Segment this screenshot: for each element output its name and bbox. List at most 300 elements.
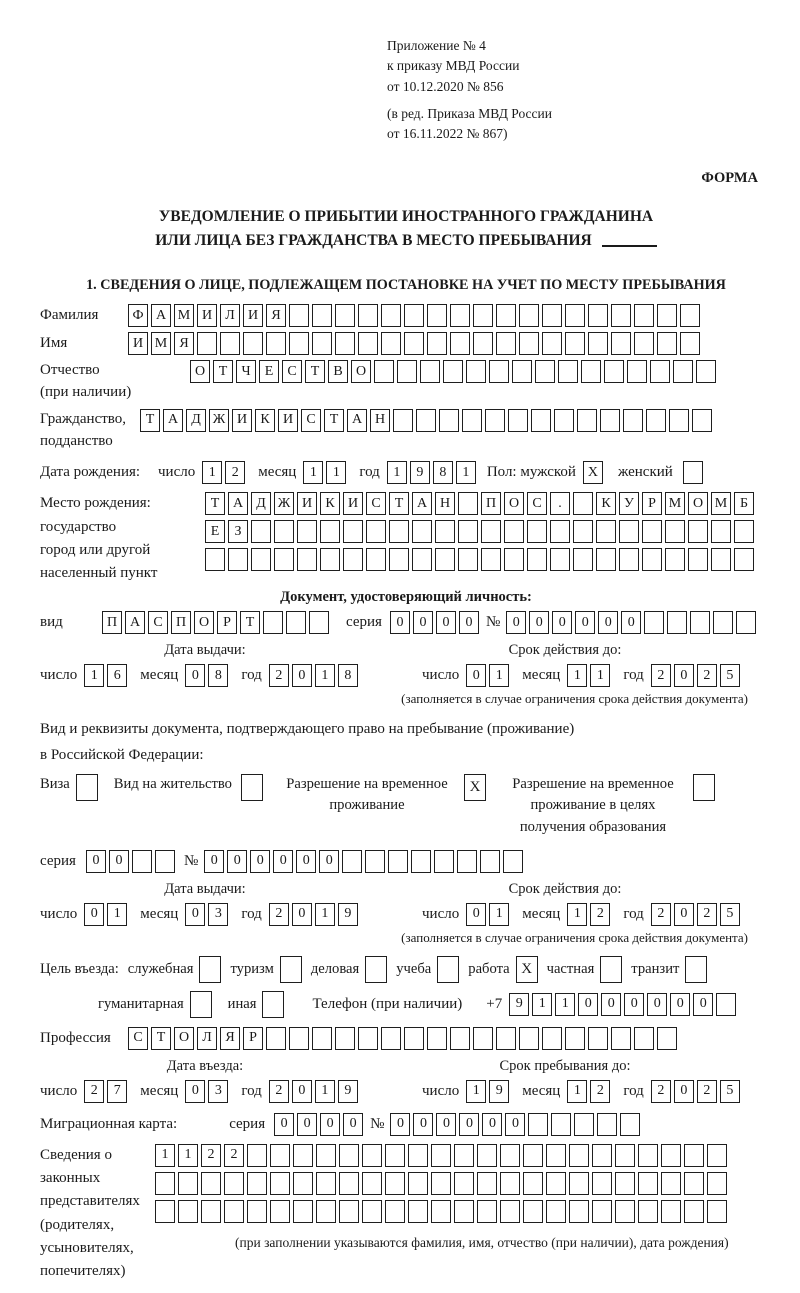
char-cell[interactable] <box>224 1200 244 1223</box>
char-cell[interactable] <box>263 611 283 634</box>
char-cell[interactable]: 9 <box>410 461 430 484</box>
char-cell[interactable]: 8 <box>338 664 358 687</box>
char-cell[interactable] <box>477 1172 497 1195</box>
purpose-work-checkbox[interactable]: X <box>516 956 538 983</box>
char-cell[interactable] <box>696 360 716 383</box>
char-cell[interactable]: 0 <box>436 611 456 634</box>
char-cell[interactable]: 8 <box>208 664 228 687</box>
char-cell[interactable] <box>443 360 463 383</box>
char-cell[interactable]: 0 <box>621 611 641 634</box>
char-cell[interactable] <box>404 304 424 327</box>
char-cell[interactable] <box>473 304 493 327</box>
char-cell[interactable]: О <box>351 360 371 383</box>
char-cell[interactable] <box>385 1144 405 1167</box>
char-cell[interactable] <box>132 850 152 873</box>
purpose-tourism-checkbox[interactable] <box>280 956 302 983</box>
char-cell[interactable]: 6 <box>107 664 127 687</box>
char-cell[interactable]: 0 <box>601 993 621 1016</box>
char-cell[interactable]: Т <box>305 360 325 383</box>
char-cell[interactable]: Ф <box>128 304 148 327</box>
char-cell[interactable] <box>220 332 240 355</box>
char-cell[interactable]: 0 <box>320 1113 340 1136</box>
char-cell[interactable] <box>427 332 447 355</box>
char-cell[interactable]: И <box>297 492 317 515</box>
char-cell[interactable]: О <box>190 360 210 383</box>
char-cell[interactable]: 2 <box>590 1080 610 1103</box>
char-cell[interactable] <box>644 611 664 634</box>
char-cell[interactable]: 9 <box>338 1080 358 1103</box>
char-cell[interactable] <box>458 520 478 543</box>
char-cell[interactable]: 2 <box>697 903 717 926</box>
char-cell[interactable]: О <box>504 492 524 515</box>
char-cell[interactable] <box>293 1144 313 1167</box>
char-cell[interactable] <box>638 1172 658 1195</box>
purpose-humanitarian-checkbox[interactable] <box>190 991 212 1018</box>
char-cell[interactable] <box>388 850 408 873</box>
char-cell[interactable]: 0 <box>459 1113 479 1136</box>
char-cell[interactable]: 0 <box>598 611 618 634</box>
char-cell[interactable] <box>523 1200 543 1223</box>
char-cell[interactable] <box>224 1172 244 1195</box>
char-cell[interactable] <box>592 1144 612 1167</box>
char-cell[interactable] <box>597 1113 617 1136</box>
char-cell[interactable]: 0 <box>185 903 205 926</box>
char-cell[interactable] <box>657 332 677 355</box>
char-cell[interactable]: Я <box>174 332 194 355</box>
char-cell[interactable]: Н <box>435 492 455 515</box>
char-cell[interactable]: Е <box>259 360 279 383</box>
char-cell[interactable] <box>197 332 217 355</box>
char-cell[interactable] <box>365 850 385 873</box>
char-cell[interactable] <box>736 611 756 634</box>
char-cell[interactable]: 0 <box>413 611 433 634</box>
char-cell[interactable] <box>335 1027 355 1050</box>
char-cell[interactable]: Н <box>370 409 390 432</box>
char-cell[interactable] <box>504 548 524 571</box>
char-cell[interactable] <box>435 520 455 543</box>
char-cell[interactable]: 0 <box>86 850 106 873</box>
char-cell[interactable] <box>431 1200 451 1223</box>
char-cell[interactable] <box>638 1200 658 1223</box>
char-cell[interactable]: С <box>301 409 321 432</box>
char-cell[interactable] <box>680 304 700 327</box>
char-cell[interactable] <box>480 850 500 873</box>
char-cell[interactable] <box>588 1027 608 1050</box>
char-cell[interactable]: 1 <box>178 1144 198 1167</box>
char-cell[interactable] <box>546 1172 566 1195</box>
char-cell[interactable] <box>385 1200 405 1223</box>
char-cell[interactable] <box>450 304 470 327</box>
char-cell[interactable] <box>665 548 685 571</box>
char-cell[interactable]: 2 <box>651 903 671 926</box>
char-cell[interactable]: 1 <box>155 1144 175 1167</box>
char-cell[interactable]: 1 <box>489 903 509 926</box>
char-cell[interactable] <box>178 1200 198 1223</box>
char-cell[interactable] <box>205 548 225 571</box>
char-cell[interactable] <box>661 1200 681 1223</box>
char-cell[interactable] <box>201 1172 221 1195</box>
char-cell[interactable]: 3 <box>208 903 228 926</box>
char-cell[interactable] <box>615 1200 635 1223</box>
char-cell[interactable] <box>615 1144 635 1167</box>
char-cell[interactable] <box>312 304 332 327</box>
char-cell[interactable] <box>551 1113 571 1136</box>
char-cell[interactable]: О <box>688 492 708 515</box>
char-cell[interactable] <box>466 360 486 383</box>
char-cell[interactable] <box>734 548 754 571</box>
char-cell[interactable] <box>600 409 620 432</box>
char-cell[interactable] <box>316 1200 336 1223</box>
char-cell[interactable] <box>320 548 340 571</box>
char-cell[interactable]: 1 <box>567 903 587 926</box>
char-cell[interactable]: Т <box>213 360 233 383</box>
char-cell[interactable] <box>343 520 363 543</box>
char-cell[interactable] <box>339 1200 359 1223</box>
char-cell[interactable] <box>684 1172 704 1195</box>
char-cell[interactable] <box>450 1027 470 1050</box>
residence-permit-checkbox[interactable] <box>241 774 263 801</box>
char-cell[interactable] <box>707 1144 727 1167</box>
char-cell[interactable] <box>473 332 493 355</box>
char-cell[interactable]: 2 <box>697 664 717 687</box>
char-cell[interactable] <box>454 1144 474 1167</box>
char-cell[interactable]: 1 <box>590 664 610 687</box>
char-cell[interactable]: И <box>197 304 217 327</box>
char-cell[interactable] <box>335 332 355 355</box>
char-cell[interactable] <box>228 548 248 571</box>
char-cell[interactable] <box>297 520 317 543</box>
char-cell[interactable] <box>716 993 736 1016</box>
char-cell[interactable]: 0 <box>292 1080 312 1103</box>
purpose-official-checkbox[interactable] <box>199 956 221 983</box>
purpose-other-checkbox[interactable] <box>262 991 284 1018</box>
char-cell[interactable]: 0 <box>273 850 293 873</box>
char-cell[interactable]: 2 <box>269 664 289 687</box>
char-cell[interactable] <box>408 1172 428 1195</box>
char-cell[interactable] <box>527 548 547 571</box>
char-cell[interactable]: Я <box>220 1027 240 1050</box>
char-cell[interactable]: 0 <box>84 903 104 926</box>
char-cell[interactable]: А <box>163 409 183 432</box>
char-cell[interactable]: 1 <box>202 461 222 484</box>
char-cell[interactable]: 0 <box>674 664 694 687</box>
char-cell[interactable] <box>565 1027 585 1050</box>
char-cell[interactable]: Р <box>243 1027 263 1050</box>
char-cell[interactable]: 1 <box>315 903 335 926</box>
char-cell[interactable] <box>312 1027 332 1050</box>
char-cell[interactable]: С <box>128 1027 148 1050</box>
char-cell[interactable]: 0 <box>185 664 205 687</box>
char-cell[interactable]: 0 <box>109 850 129 873</box>
char-cell[interactable] <box>201 1200 221 1223</box>
char-cell[interactable] <box>155 1172 175 1195</box>
char-cell[interactable] <box>427 304 447 327</box>
char-cell[interactable] <box>435 548 455 571</box>
char-cell[interactable]: 0 <box>204 850 224 873</box>
char-cell[interactable] <box>343 548 363 571</box>
char-cell[interactable] <box>477 1144 497 1167</box>
char-cell[interactable] <box>411 850 431 873</box>
purpose-transit-checkbox[interactable] <box>685 956 707 983</box>
char-cell[interactable] <box>665 520 685 543</box>
char-cell[interactable]: 8 <box>433 461 453 484</box>
char-cell[interactable] <box>684 1144 704 1167</box>
char-cell[interactable] <box>293 1172 313 1195</box>
char-cell[interactable] <box>408 1144 428 1167</box>
char-cell[interactable] <box>389 520 409 543</box>
char-cell[interactable] <box>711 548 731 571</box>
char-cell[interactable] <box>458 492 478 515</box>
char-cell[interactable] <box>542 332 562 355</box>
char-cell[interactable]: М <box>151 332 171 355</box>
char-cell[interactable]: 2 <box>651 1080 671 1103</box>
char-cell[interactable]: 1 <box>567 664 587 687</box>
char-cell[interactable]: М <box>665 492 685 515</box>
char-cell[interactable]: 2 <box>201 1144 221 1167</box>
char-cell[interactable] <box>404 1027 424 1050</box>
char-cell[interactable]: И <box>232 409 252 432</box>
char-cell[interactable]: 0 <box>292 664 312 687</box>
char-cell[interactable]: . <box>550 492 570 515</box>
char-cell[interactable]: Л <box>220 304 240 327</box>
char-cell[interactable] <box>431 1172 451 1195</box>
char-cell[interactable]: П <box>481 492 501 515</box>
char-cell[interactable]: 2 <box>225 461 245 484</box>
char-cell[interactable]: А <box>125 611 145 634</box>
char-cell[interactable]: К <box>596 492 616 515</box>
char-cell[interactable]: 0 <box>693 993 713 1016</box>
char-cell[interactable]: 1 <box>303 461 323 484</box>
char-cell[interactable] <box>385 1172 405 1195</box>
char-cell[interactable] <box>251 520 271 543</box>
char-cell[interactable]: Ж <box>274 492 294 515</box>
char-cell[interactable] <box>289 332 309 355</box>
char-cell[interactable]: К <box>320 492 340 515</box>
char-cell[interactable] <box>596 548 616 571</box>
char-cell[interactable]: Ж <box>209 409 229 432</box>
char-cell[interactable] <box>554 409 574 432</box>
char-cell[interactable] <box>489 360 509 383</box>
char-cell[interactable] <box>531 409 551 432</box>
char-cell[interactable] <box>366 520 386 543</box>
char-cell[interactable] <box>381 332 401 355</box>
char-cell[interactable] <box>374 360 394 383</box>
char-cell[interactable]: 0 <box>390 611 410 634</box>
char-cell[interactable] <box>634 304 654 327</box>
char-cell[interactable] <box>661 1144 681 1167</box>
char-cell[interactable] <box>454 1172 474 1195</box>
char-cell[interactable]: 0 <box>292 903 312 926</box>
char-cell[interactable] <box>500 1144 520 1167</box>
char-cell[interactable] <box>412 548 432 571</box>
char-cell[interactable] <box>611 1027 631 1050</box>
char-cell[interactable] <box>592 1172 612 1195</box>
char-cell[interactable]: Т <box>151 1027 171 1050</box>
char-cell[interactable]: Л <box>197 1027 217 1050</box>
char-cell[interactable]: 1 <box>326 461 346 484</box>
char-cell[interactable] <box>393 409 413 432</box>
char-cell[interactable] <box>270 1172 290 1195</box>
char-cell[interactable] <box>619 520 639 543</box>
purpose-study-checkbox[interactable] <box>437 956 459 983</box>
char-cell[interactable]: 0 <box>482 1113 502 1136</box>
char-cell[interactable]: П <box>171 611 191 634</box>
char-cell[interactable] <box>434 850 454 873</box>
char-cell[interactable] <box>669 409 689 432</box>
char-cell[interactable]: 2 <box>590 903 610 926</box>
char-cell[interactable] <box>707 1200 727 1223</box>
char-cell[interactable]: Т <box>205 492 225 515</box>
char-cell[interactable] <box>270 1200 290 1223</box>
char-cell[interactable]: 0 <box>250 850 270 873</box>
char-cell[interactable] <box>604 360 624 383</box>
char-cell[interactable]: 1 <box>315 1080 335 1103</box>
char-cell[interactable] <box>680 332 700 355</box>
char-cell[interactable] <box>596 520 616 543</box>
char-cell[interactable] <box>362 1172 382 1195</box>
char-cell[interactable]: С <box>282 360 302 383</box>
char-cell[interactable]: 2 <box>651 664 671 687</box>
char-cell[interactable]: 0 <box>552 611 572 634</box>
char-cell[interactable]: 2 <box>224 1144 244 1167</box>
char-cell[interactable] <box>523 1172 543 1195</box>
char-cell[interactable] <box>527 520 547 543</box>
char-cell[interactable] <box>408 1200 428 1223</box>
char-cell[interactable] <box>650 360 670 383</box>
char-cell[interactable]: 1 <box>555 993 575 1016</box>
char-cell[interactable] <box>684 1200 704 1223</box>
char-cell[interactable] <box>155 1200 175 1223</box>
gender-male-checkbox[interactable]: X <box>583 461 603 484</box>
char-cell[interactable]: 1 <box>84 664 104 687</box>
char-cell[interactable] <box>342 850 362 873</box>
char-cell[interactable]: И <box>128 332 148 355</box>
char-cell[interactable]: 2 <box>84 1080 104 1103</box>
char-cell[interactable] <box>546 1200 566 1223</box>
char-cell[interactable]: Ч <box>236 360 256 383</box>
char-cell[interactable]: С <box>148 611 168 634</box>
char-cell[interactable] <box>266 332 286 355</box>
char-cell[interactable] <box>711 520 731 543</box>
char-cell[interactable] <box>339 1144 359 1167</box>
char-cell[interactable] <box>155 850 175 873</box>
temporary-residence-education-checkbox[interactable] <box>693 774 715 801</box>
char-cell[interactable]: 0 <box>506 611 526 634</box>
char-cell[interactable] <box>573 492 593 515</box>
char-cell[interactable] <box>439 409 459 432</box>
char-cell[interactable] <box>623 409 643 432</box>
char-cell[interactable] <box>627 360 647 383</box>
char-cell[interactable]: 0 <box>674 903 694 926</box>
char-cell[interactable] <box>381 1027 401 1050</box>
char-cell[interactable]: Т <box>324 409 344 432</box>
char-cell[interactable]: Р <box>642 492 662 515</box>
char-cell[interactable] <box>657 304 677 327</box>
char-cell[interactable]: 2 <box>697 1080 717 1103</box>
char-cell[interactable] <box>458 548 478 571</box>
char-cell[interactable] <box>243 332 263 355</box>
char-cell[interactable]: Д <box>186 409 206 432</box>
char-cell[interactable] <box>362 1200 382 1223</box>
char-cell[interactable]: Д <box>251 492 271 515</box>
char-cell[interactable]: 5 <box>720 903 740 926</box>
char-cell[interactable] <box>431 1144 451 1167</box>
char-cell[interactable]: 1 <box>107 903 127 926</box>
char-cell[interactable]: 0 <box>459 611 479 634</box>
char-cell[interactable] <box>634 1027 654 1050</box>
char-cell[interactable] <box>569 1144 589 1167</box>
char-cell[interactable] <box>528 1113 548 1136</box>
char-cell[interactable] <box>542 1027 562 1050</box>
char-cell[interactable]: И <box>343 492 363 515</box>
char-cell[interactable] <box>316 1144 336 1167</box>
char-cell[interactable]: 7 <box>107 1080 127 1103</box>
char-cell[interactable]: А <box>347 409 367 432</box>
char-cell[interactable] <box>381 304 401 327</box>
char-cell[interactable] <box>274 548 294 571</box>
char-cell[interactable]: 1 <box>315 664 335 687</box>
char-cell[interactable] <box>619 548 639 571</box>
char-cell[interactable] <box>565 332 585 355</box>
char-cell[interactable] <box>611 332 631 355</box>
char-cell[interactable] <box>270 1144 290 1167</box>
char-cell[interactable] <box>178 1172 198 1195</box>
char-cell[interactable] <box>481 520 501 543</box>
char-cell[interactable] <box>573 548 593 571</box>
char-cell[interactable] <box>366 548 386 571</box>
char-cell[interactable] <box>569 1200 589 1223</box>
char-cell[interactable] <box>657 1027 677 1050</box>
purpose-business-checkbox[interactable] <box>365 956 387 983</box>
char-cell[interactable]: 9 <box>509 993 529 1016</box>
char-cell[interactable] <box>427 1027 447 1050</box>
char-cell[interactable] <box>420 360 440 383</box>
char-cell[interactable] <box>358 1027 378 1050</box>
char-cell[interactable]: 0 <box>670 993 690 1016</box>
char-cell[interactable]: 1 <box>532 993 552 1016</box>
char-cell[interactable] <box>286 611 306 634</box>
char-cell[interactable]: Р <box>217 611 237 634</box>
char-cell[interactable]: Б <box>734 492 754 515</box>
char-cell[interactable] <box>588 304 608 327</box>
char-cell[interactable]: 9 <box>338 903 358 926</box>
char-cell[interactable] <box>297 548 317 571</box>
char-cell[interactable]: 0 <box>647 993 667 1016</box>
char-cell[interactable] <box>546 1144 566 1167</box>
char-cell[interactable] <box>251 548 271 571</box>
char-cell[interactable]: 0 <box>529 611 549 634</box>
char-cell[interactable] <box>519 332 539 355</box>
char-cell[interactable] <box>581 360 601 383</box>
purpose-private-checkbox[interactable] <box>600 956 622 983</box>
char-cell[interactable] <box>646 409 666 432</box>
char-cell[interactable]: З <box>228 520 248 543</box>
char-cell[interactable] <box>690 611 710 634</box>
char-cell[interactable] <box>309 611 329 634</box>
char-cell[interactable]: 9 <box>489 1080 509 1103</box>
char-cell[interactable] <box>688 548 708 571</box>
char-cell[interactable] <box>358 304 378 327</box>
char-cell[interactable] <box>274 520 294 543</box>
gender-female-checkbox[interactable] <box>683 461 703 484</box>
char-cell[interactable] <box>673 360 693 383</box>
char-cell[interactable]: 0 <box>466 903 486 926</box>
char-cell[interactable] <box>358 332 378 355</box>
char-cell[interactable] <box>542 304 562 327</box>
char-cell[interactable] <box>550 520 570 543</box>
char-cell[interactable] <box>462 409 482 432</box>
char-cell[interactable]: 0 <box>343 1113 363 1136</box>
